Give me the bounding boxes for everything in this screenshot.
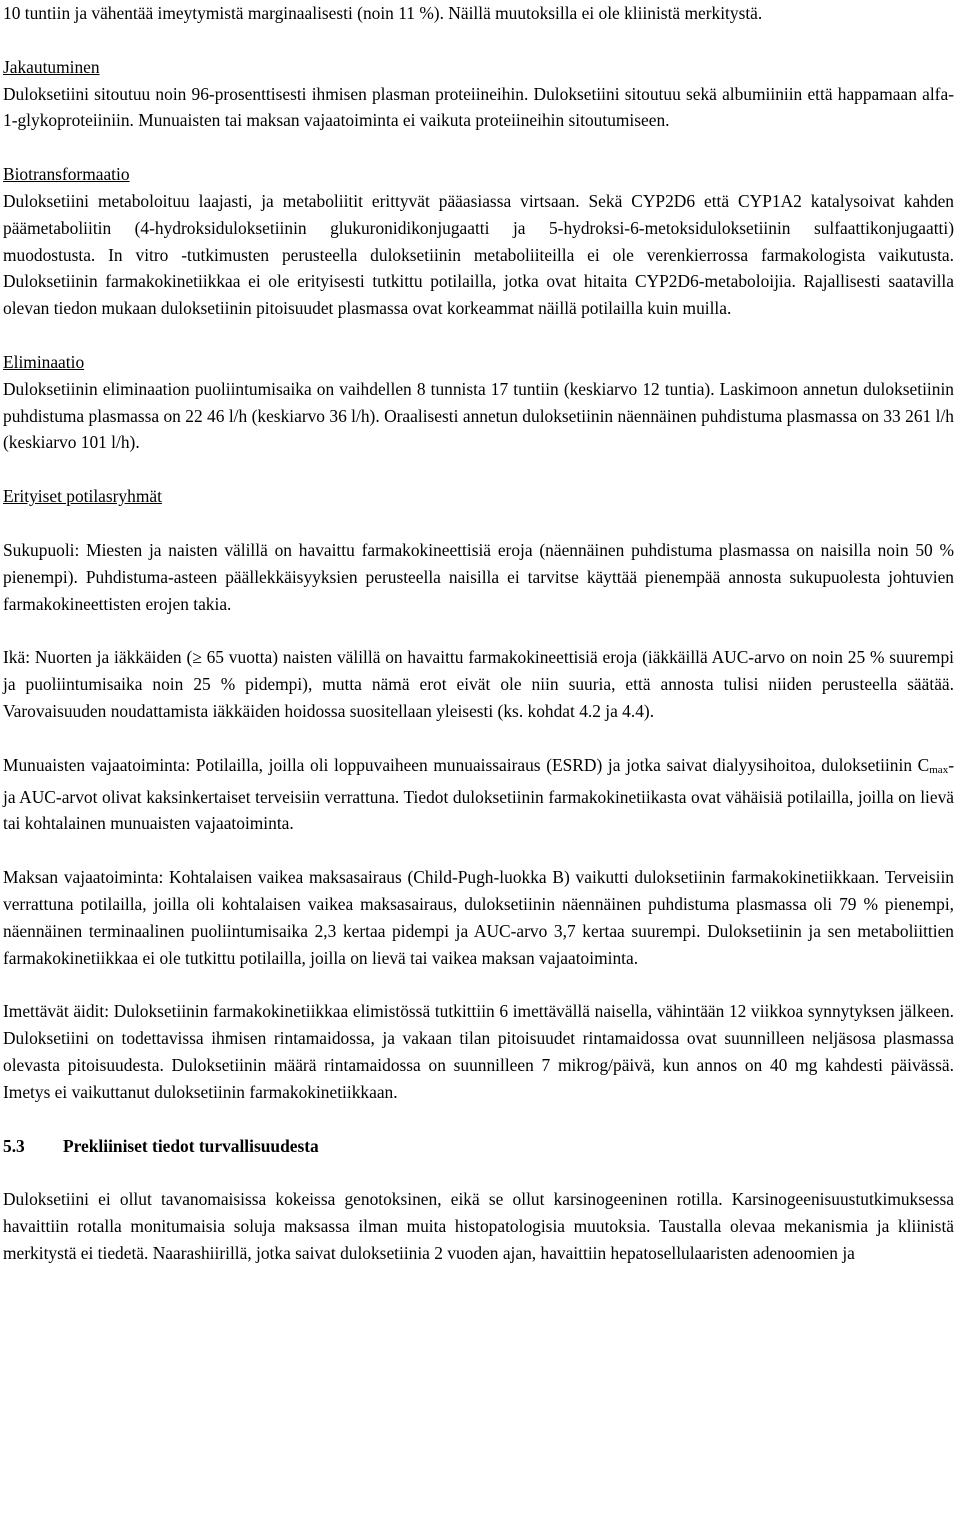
spacer (3, 1159, 954, 1186)
age-paragraph: Ikä: Nuorten ja iäkkäiden (≥ 65 vuotta) naisten välillä on havaittu farmakokineettisiä eroja (iäkkäillä AUC-arvo on noin 25 % suurempi ja puoliintumisaika noin 25 % pidempi), mutta nämä erot eivät ole niin suuria, että annosta tulisi niiden perusteella säätää. Varovaisuuden noudattamista iäkkäiden hoidossa suositellaan yleisesti (ks. kohdat 4.2 ja 4.4). (3, 647, 954, 721)
distribution-heading: Jakautuminen (3, 56, 100, 77)
hepatic-paragraph: Maksan vajaatoiminta: Kohtalaisen vaikea maksasairaus (Child-Pugh-luokka B) vaikutti duloksetiinin farmakokinetiikkaan. Terveisiin verrattuna potilailla, joilla oli kohtalaisen vaikea maksasairaus, duloksetiinin näennäinen puhdistuma plasmassa oli 79 % pienempi, näennäinen terminaalinen puoliintumisaika 2,3 kertaa pidempi ja AUC-arvo 3,7 kertaa suurempi. Duloksetiinin ja sen metaboliittien farmakokinetiikkaa ei ole tutkittu potilailla, joilla on lievä tai vaikea maksan vajaatoiminta. (3, 867, 954, 968)
spacer (3, 617, 954, 644)
spacer (3, 510, 954, 537)
section-number: 5.3 (3, 1135, 25, 1156)
renal-text-a: Munuaisten vajaatoiminta: Potilailla, joilla oli loppuvaiheen munuaissairaus (ESRD) ja jotka saivat dialyysihoitoa, duloksetiinin C (3, 754, 930, 775)
sex-paragraph: Sukupuoli: Miesten ja naisten välillä on havaittu farmakokineettisiä eroja (näennäinen puhdistuma plasmassa on naisilla noin 50 % pienempi). Puhdistuma-asteen päällekkäisyyksien perusteella naisilla ei tarvitse käyttää pienempää annosta sukupuolesta johtuvien farmakokineettisten erojen takia. (3, 539, 954, 614)
biotransformation-paragraph: Duloksetiini metaboloituu laajasti, ja metaboliitit erittyvät pääasiassa virtsaan. Sekä CYP2D6 että CYP1A2 katalysoivat kahden päämetaboliitin (4-hydroksiduloksetiinin glukuronidikonjugaatti ja 5-hydroksi-6-metoksiduloksetiinin sulfaattikonjugaatti) muodostusta. In vitro -tutkimusten perusteella duloksetiinin metaboliiteilla ei ole verenkierrossa farmakologista vaikutusta. Duloksetiinin farmakokinetiikkaa ei ole erityisesti tutkittu potilailla, jotka ovat hitaita CYP2D6-metaboloijia. Rajallisesti saatavilla olevan tiedon mukaan duloksetiinin pitoisuudet plasmassa ovat korkeammat näillä potilailla kuin muilla. (3, 190, 954, 319)
cmax-subscript: max (929, 763, 949, 776)
distribution-paragraph: Duloksetiini sitoutuu noin 96-prosenttisesti ihmisen plasman proteiineihin. Duloksetiini sitoutuu sekä albumiiniin että happamaan alfa-1-glykoproteiiniin. Munuaisten tai maksan vajaatoiminta ei vaikuta proteiineihin sitoutumiseen. (3, 83, 954, 131)
spacer (3, 134, 954, 161)
spacer (3, 322, 954, 349)
elimination-heading: Eliminaatio (3, 351, 85, 372)
renal-text-b: - ja AUC-arvot olivat kaksinkertaiset terveisiin verrattuna. Tiedot duloksetiinin farmakokinetiikasta ovat vähäisiä potilailla, joilla on lievä tai kohtalainen munuaisten vajaatoiminta. (3, 754, 954, 834)
spacer (3, 27, 954, 54)
spacer (3, 837, 954, 864)
renal-paragraph (3, 752, 954, 837)
spacer (3, 971, 954, 998)
preclinical-paragraph: Duloksetiini ei ollut tavanomaisissa kokeissa genotoksinen, eikä se ollut karsinogeeninen rotilla. Karsinogeenisuustutkimuksessa havaittiin rotalla monitumaisia soluja maksassa ilman muita histopatologisia muutoksia. Taustalla olevaa mekanismia ja kliinistä merkitystä ei tiedetä. Naarashiirillä, jotka saivat duloksetiinia 2 vuoden ajan, havaittiin hepatosellulaaristen adenoomien ja (3, 1189, 954, 1263)
elimination-paragraph: Duloksetiinin eliminaation puoliintumisaika on vaihdellen 8 tunnista 17 tuntiin (keskiarvo 12 tuntia). Laskimoon annetun duloksetiinin puhdistuma plasmassa on 22 46 l/h (keskiarvo 36 l/h). Oraalisesti annetun duloksetiinin näennäinen puhdistuma plasmassa on 33 261 l/h (keskiarvo 101 l/h). (3, 378, 954, 453)
spacer (3, 456, 954, 483)
intro-paragraph: 10 tuntiin ja vähentää imeytymistä marginaalisesti (noin 11 %). Näillä muutoksilla ei ole kliinistä merkitystä. (3, 3, 763, 23)
section-heading (3, 1133, 954, 1160)
spacer (3, 725, 954, 752)
biotransformation-heading: Biotransformaatio (3, 164, 130, 185)
special-groups-heading: Erityiset potilasryhmät (3, 486, 162, 507)
lactating-paragraph: Imettävät äidit: Duloksetiinin farmakokinetiikkaa elimistössä tutkittiin 6 imettävällä naisella, vähintään 12 viikkoa synnytyksen jälkeen. Duloksetiini on todettavissa ihmisen rintamaidossa, ja vakaan tilan pitoisuudet rintamaidossa ovat suunnilleen neljäsosa plasmassa olevasta pitoisuudesta. Duloksetiinin määrä rintamaidossa on suunnilleen 7 mikrog/päivä, kun annos on 40 mg kahdesti päivässä. Imetys ei vaikuttanut duloksetiinin farmakokinetiikkaan. (3, 1001, 954, 1102)
section-title: Prekliiniset tiedot turvallisuudesta (63, 1135, 319, 1156)
spacer (3, 1106, 954, 1133)
